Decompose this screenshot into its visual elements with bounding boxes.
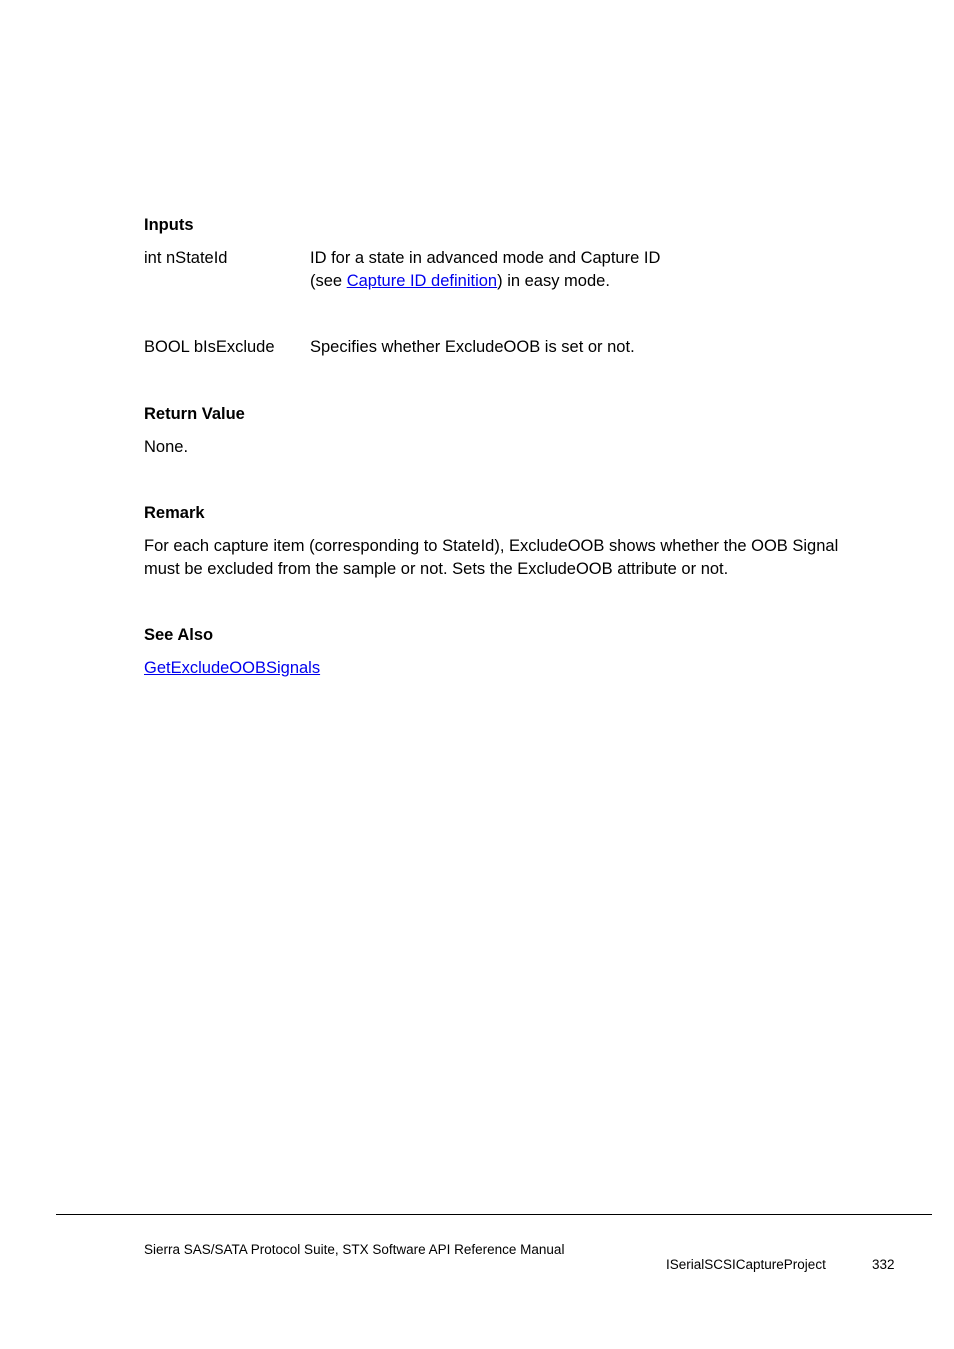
- capture-id-definition-link[interactable]: Capture ID definition: [346, 272, 498, 290]
- footer-divider: [56, 1214, 932, 1215]
- return-value-text: None.: [144, 438, 189, 456]
- footer-manual-title: Sierra SAS/SATA Protocol Suite, STX Software API Reference Manual: [144, 1242, 565, 1257]
- remark-line-2: must be excluded from the sample or not. Sets the ExcludeOOB attribute or not.: [144, 560, 729, 578]
- param-name-bisexclude: BOOL bIsExclude: [144, 338, 275, 356]
- param-name-nstateid: int nStateId: [144, 249, 228, 267]
- footer-section-name: ISerialSCSICaptureProject: [666, 1257, 826, 1272]
- param-desc-nstateid-line1: ID for a state in advanced mode and Capture ID: [310, 249, 661, 267]
- remark-line-1: For each capture item (corresponding to StateId), ExcludeOOB shows whether the OOB Signal: [144, 537, 839, 555]
- remark-heading: Remark: [144, 504, 205, 522]
- return-value-heading: Return Value: [144, 405, 245, 423]
- param-desc-suffix: ) in easy mode.: [497, 272, 610, 290]
- param-desc-nstateid-line2: [310, 272, 610, 291]
- footer-page-number: 332: [872, 1257, 895, 1272]
- see-also-heading: See Also: [144, 626, 214, 644]
- param-desc-prefix: (see: [310, 272, 347, 290]
- param-desc-bisexclude: Specifies whether ExcludeOOB is set or not.: [310, 338, 635, 356]
- inputs-heading: Inputs: [144, 216, 194, 234]
- get-exclude-oob-signals-link[interactable]: GetExcludeOOBSignals: [144, 659, 321, 677]
